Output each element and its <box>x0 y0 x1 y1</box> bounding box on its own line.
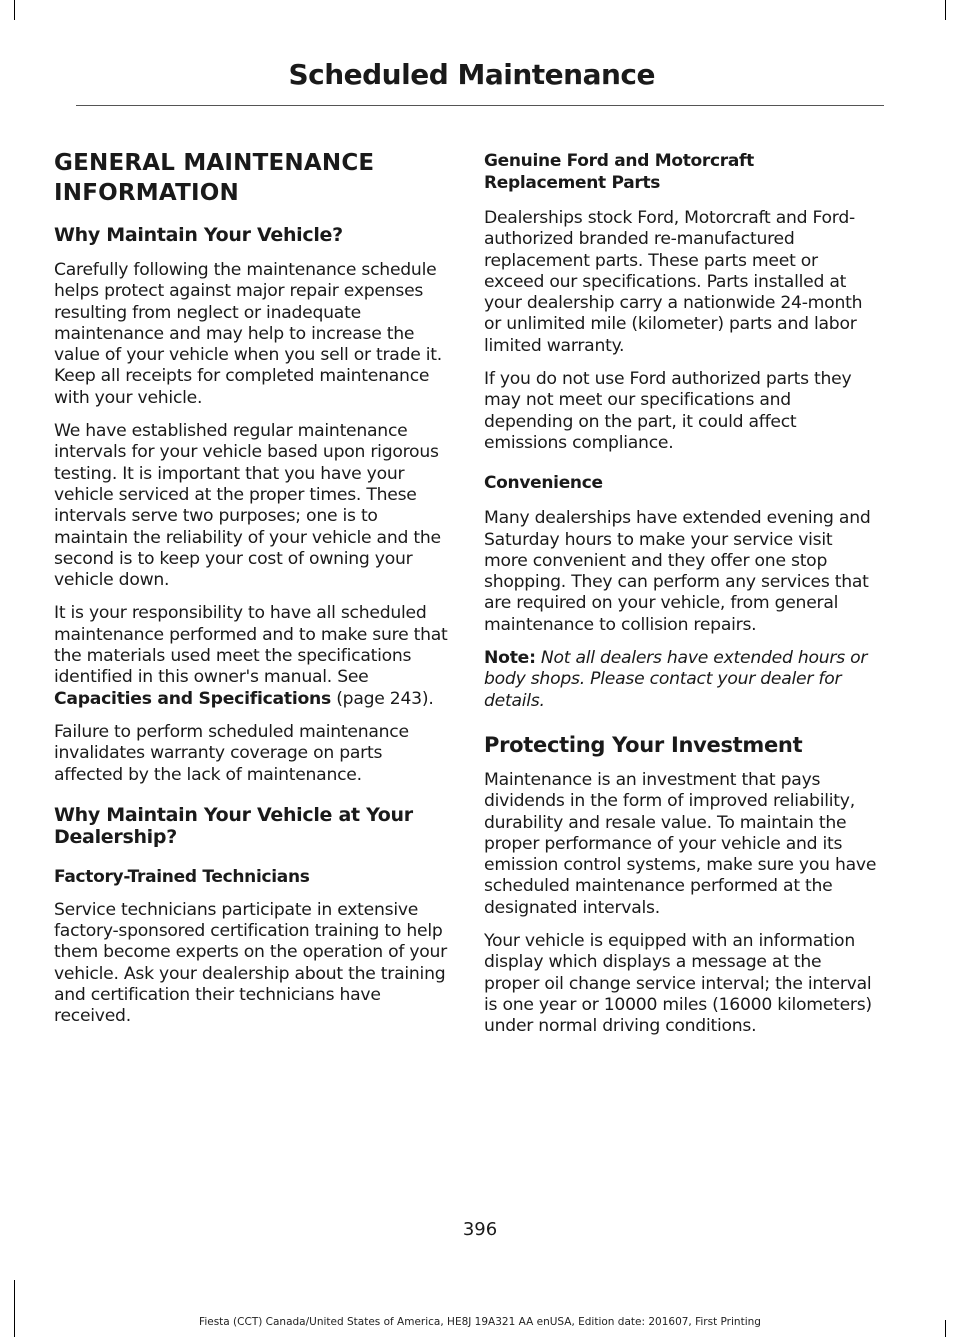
factory-trained-heading: Factory-Trained Technicians <box>54 866 310 887</box>
left-column <box>54 148 448 1040</box>
footer-edition-info: Fiesta (CCT) Canada/United States of America, HE8J 19A321 AA enUSA, Edition date: 201607, First Printing <box>199 1316 761 1328</box>
note-label: Note: <box>484 648 536 669</box>
section-title-line-2: INFORMATION <box>54 180 239 206</box>
why-paragraph-3-text: It is your responsibility to have all scheduled maintenance performed and to make sure that the materials used meet the specifications identified in this owner's manual. See <box>54 603 448 688</box>
genuine-paragraph-1: Dealerships stock Ford, Motorcraft and Ford-authorized branded re-manufactured replacement parts. These parts meet or exceed our specifications. Parts installed at your dealership carry a nationwide 24-month or unlimited mile (kilometer) parts and labor limited warranty. <box>484 208 863 356</box>
page-number: 396 <box>462 1219 498 1240</box>
convenience-paragraph: Many dealerships have extended evening and Saturday hours to make your service visit more convenient and they offer one stop shopping. They can perform any services that are required on your vehicle, from general maintenance to collision repairs. <box>484 508 871 635</box>
why-paragraph-4: Failure to perform scheduled maintenance invalidates warranty coverage on parts affected by the lack of maintenance. <box>54 721 409 785</box>
capacities-link[interactable]: Capacities and Specifications <box>54 688 331 709</box>
note-text: Not all dealers have extended hours or body shops. Please contact your dealer for details. <box>484 648 868 711</box>
section-title <box>54 148 448 208</box>
right-column <box>484 150 880 1050</box>
page-reference: (page 243). <box>331 688 434 709</box>
page-header-title: Scheduled Maintenance <box>288 58 655 91</box>
genuine-parts-heading: Genuine Ford and Motorcraft Replacement Parts <box>484 151 754 193</box>
crop-mark-bottom-left <box>14 1280 15 1337</box>
why-paragraph-2: We have established regular maintenance intervals for your vehicle based upon rigorous testing. It is important that you have your vehicle serviced at the proper times. These intervals serve two purposes; one is to maintain the reliability of your vehicle and the second is to keep your cost of owning your vehicle down. <box>54 421 441 591</box>
crop-mark-top-left <box>14 0 15 20</box>
section-title-line-1: GENERAL MAINTENANCE <box>54 150 375 176</box>
factory-paragraph: Service technicians participate in extensive factory-sponsored certification training to help them become experts on the operation of your vehicle. Ask your dealership about the training and certification their technicians have received. <box>54 899 447 1027</box>
crop-mark-top-right <box>945 0 946 20</box>
protect-paragraph-2: Your vehicle is equipped with an information display which displays a message at the proper oil change service interval; the interval is one year or 10000 miles (16000 kilometers) under normal driving conditions. <box>484 931 872 1037</box>
protecting-investment-heading: Protecting Your Investment <box>484 732 803 757</box>
genuine-paragraph-2: If you do not use Ford authorized parts they may not meet our specifications and depending on the part, it could affect emissions compliance. <box>484 369 852 453</box>
why-maintain-heading: Why Maintain Your Vehicle? <box>54 224 343 246</box>
header-divider <box>76 105 884 106</box>
dealership-heading: Why Maintain Your Vehicle at Your Dealership? <box>54 803 413 848</box>
protect-paragraph-1: Maintenance is an investment that pays dividends in the form of improved reliability, durability and resale value. To maintain the proper performance of your vehicle and its emission control systems, make sure you have scheduled maintenance performed at the designated intervals. <box>484 769 877 918</box>
why-paragraph-3 <box>54 603 448 709</box>
convenience-heading: Convenience <box>484 473 603 494</box>
why-paragraph-1: Carefully following the maintenance schedule helps protect against major repair expenses resulting from neglect or inadequate maintenance and may help to increase the value of your vehicle when you sell or trade it. Keep all receipts for completed maintenance with your vehicle. <box>54 260 443 408</box>
note-paragraph <box>484 648 880 712</box>
